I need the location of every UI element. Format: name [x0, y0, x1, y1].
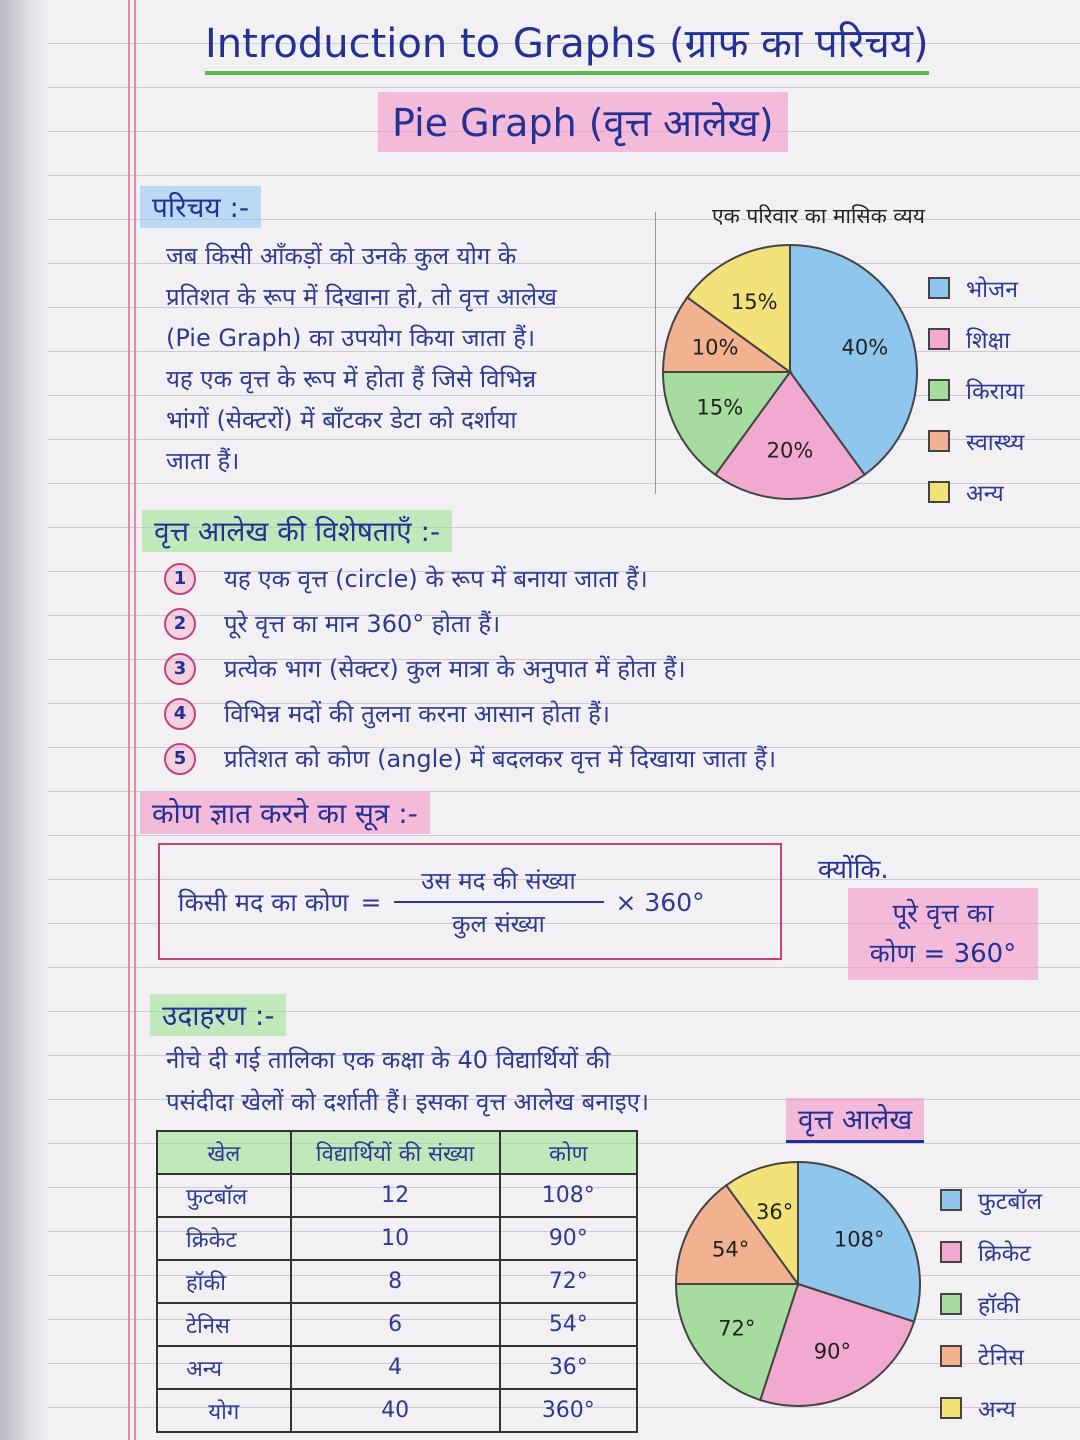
table-cell: 40 [291, 1389, 500, 1432]
legend-item [928, 476, 1024, 508]
table-cell: 12 [291, 1174, 500, 1217]
table-row [157, 1346, 637, 1389]
data-table [156, 1130, 638, 1433]
intro-line: (Pie Graph) का उपयोग किया जाता हैं। [166, 324, 536, 352]
feature-item [164, 607, 776, 640]
table-header: विद्यार्थियों की संख्या [291, 1131, 500, 1174]
intro-line: यह एक वृत्त के रूप में होता हैं जिसे विभिन्न [166, 365, 537, 393]
legend-label: भोजन [966, 277, 1018, 303]
note-box [848, 888, 1038, 980]
feature-number: 1 [164, 563, 196, 595]
feature-number: 2 [164, 608, 196, 640]
pie-slice-label: 15% [696, 395, 744, 420]
legend-item [940, 1236, 1042, 1268]
intro-line: प्रतिशत के रूप में दिखाना हो, तो वृत्त आलेख [166, 283, 557, 311]
table-cell: 54° [500, 1303, 637, 1346]
feature-item [164, 742, 776, 775]
legend-label: टेनिस [978, 1345, 1024, 1371]
pie-slice-label: 15% [730, 289, 778, 314]
legend-swatch [940, 1397, 962, 1419]
pie-slice-label: 20% [766, 438, 814, 463]
fraction-bar [394, 901, 604, 903]
legend-item [928, 323, 1024, 355]
pie-slice-label: 72° [718, 1316, 756, 1341]
table-cell: अन्य [157, 1346, 291, 1389]
example-line: नीचे दी गई तालिका एक कक्षा के 40 विद्यार्थियों की [166, 1046, 611, 1074]
formula-multiplier: × 360° [615, 887, 705, 917]
table-cell: 108° [500, 1174, 637, 1217]
legend-swatch [928, 277, 950, 299]
page-title: Introduction to Graphs (ग्राफ का परिचय) [205, 14, 929, 75]
legend-sports [940, 1184, 1042, 1424]
legend-label: अन्य [966, 481, 1004, 507]
table-cell: 4 [291, 1346, 500, 1389]
legend-label: फुटबॉल [978, 1189, 1043, 1215]
legend-item [928, 374, 1024, 406]
legend-label: क्रिकेट [978, 1241, 1031, 1267]
table-cell: 90° [500, 1217, 637, 1260]
legend-label: स्वास्थ्य [966, 430, 1025, 456]
page-subtitle: Pie Graph (वृत्त आलेख) [378, 92, 788, 152]
legend-swatch [940, 1241, 962, 1263]
features-list [164, 562, 776, 775]
pie-slice-label: 10% [691, 335, 739, 360]
table-cell: 72° [500, 1260, 637, 1303]
legend-label: हॉकी [978, 1293, 1020, 1319]
table-cell: 360° [500, 1389, 637, 1432]
legend-item [940, 1340, 1042, 1372]
table-row [157, 1260, 637, 1303]
pie-slice-label: 40% [841, 335, 889, 360]
table-cell: फुटबॉल [157, 1174, 291, 1217]
features-heading: वृत्त आलेख की विशेषताएँ :- [142, 510, 452, 552]
feature-item [164, 652, 776, 685]
table-row [157, 1217, 637, 1260]
formula-heading: कोण ज्ञात करने का सूत्र :- [140, 792, 430, 834]
table-cell: 36° [500, 1346, 637, 1389]
legend-swatch [928, 481, 950, 503]
formula-denominator: कुल संख्या [452, 910, 545, 938]
note-line: पूरे वृत्त का [892, 899, 994, 929]
intro-line: भांगों (सेक्टरों) में बाँटकर डेटा को दर्शाया [166, 406, 517, 434]
note-line: कोण = 360° [869, 939, 1017, 969]
pie-chart-sports [666, 1152, 930, 1416]
feature-text: प्रतिशत को कोण (angle) में बदलकर वृत्त में दिखाया जाता हैं। [224, 745, 777, 773]
table-row [157, 1303, 637, 1346]
table-header: कोण [500, 1131, 637, 1174]
table-header-row [157, 1131, 637, 1174]
page-edge-shadow [0, 0, 48, 1440]
intro-paragraph [166, 236, 646, 482]
legend-label: किराया [966, 379, 1025, 405]
formula [178, 856, 774, 948]
pie-slice-label: 108° [833, 1227, 885, 1252]
pie-slice-label: 90° [813, 1339, 851, 1364]
table-cell: 8 [291, 1260, 500, 1303]
legend-item [940, 1184, 1042, 1216]
intro-line: जब किसी आँकड़ों को उनके कुल योग के [166, 242, 517, 270]
pie-chart-expense [650, 232, 930, 512]
legend-label: अन्य [978, 1397, 1016, 1423]
table-cell: क्रिकेट [157, 1217, 291, 1260]
table-row [157, 1174, 637, 1217]
feature-item [164, 697, 776, 730]
table-total-row [157, 1389, 637, 1432]
chart-title-sports: वृत्त आलेख [786, 1098, 924, 1143]
formula-fraction [394, 864, 604, 940]
feature-text: यह एक वृत्त (circle) के रूप में बनाया जाता हैं। [224, 565, 648, 593]
margin-line [128, 0, 130, 1440]
example-heading: उदाहरण :- [150, 994, 286, 1036]
table-cell: हॉकी [157, 1260, 291, 1303]
legend-swatch [940, 1345, 962, 1367]
legend-item [928, 272, 1024, 304]
feature-number: 4 [164, 698, 196, 730]
table-cell: 6 [291, 1303, 500, 1346]
feature-number: 3 [164, 653, 196, 685]
note-heading: क्योंकि. [818, 855, 889, 885]
feature-text: विभिन्न मदों की तुलना करना आसान होता हैं। [224, 700, 610, 728]
feature-item [164, 562, 776, 595]
legend-swatch [940, 1293, 962, 1315]
legend-swatch [928, 379, 950, 401]
feature-number: 5 [164, 743, 196, 775]
legend-swatch [940, 1189, 962, 1211]
table-cell: योग [157, 1389, 291, 1432]
pie-slice-label: 54° [711, 1237, 750, 1262]
legend-item [928, 425, 1024, 457]
legend-item [940, 1288, 1042, 1320]
example-line: पसंदीदा खेलों को दर्शाती हैं। इसका वृत्त आलेख बनाइए। [166, 1088, 649, 1116]
formula-lhs: किसी मद का कोण [178, 888, 349, 917]
table-cell: टेनिस [157, 1303, 291, 1346]
legend-expense [928, 272, 1024, 508]
table-header: खेल [157, 1131, 291, 1174]
feature-text: प्रत्येक भाग (सेक्टर) कुल मात्रा के अनुपात में होता हैं। [224, 655, 686, 683]
legend-label: शिक्षा [966, 328, 1011, 354]
intro-heading: परिचय :- [140, 186, 261, 228]
intro-line: जाता हैं। [166, 447, 240, 475]
legend-swatch [928, 430, 950, 452]
formula-equals: = [360, 887, 382, 917]
table-cell: 10 [291, 1217, 500, 1260]
pie-slice-label: 36° [756, 1200, 794, 1225]
chart-title-expense: एक परिवार का मासिक व्यय [712, 204, 925, 228]
feature-text: पूरे वृत्त का मान 360° होता हैं। [224, 610, 501, 638]
margin-line [134, 0, 136, 1440]
legend-swatch [928, 328, 950, 350]
formula-numerator: उस मद की संख्या [421, 867, 576, 895]
legend-item [940, 1392, 1042, 1424]
